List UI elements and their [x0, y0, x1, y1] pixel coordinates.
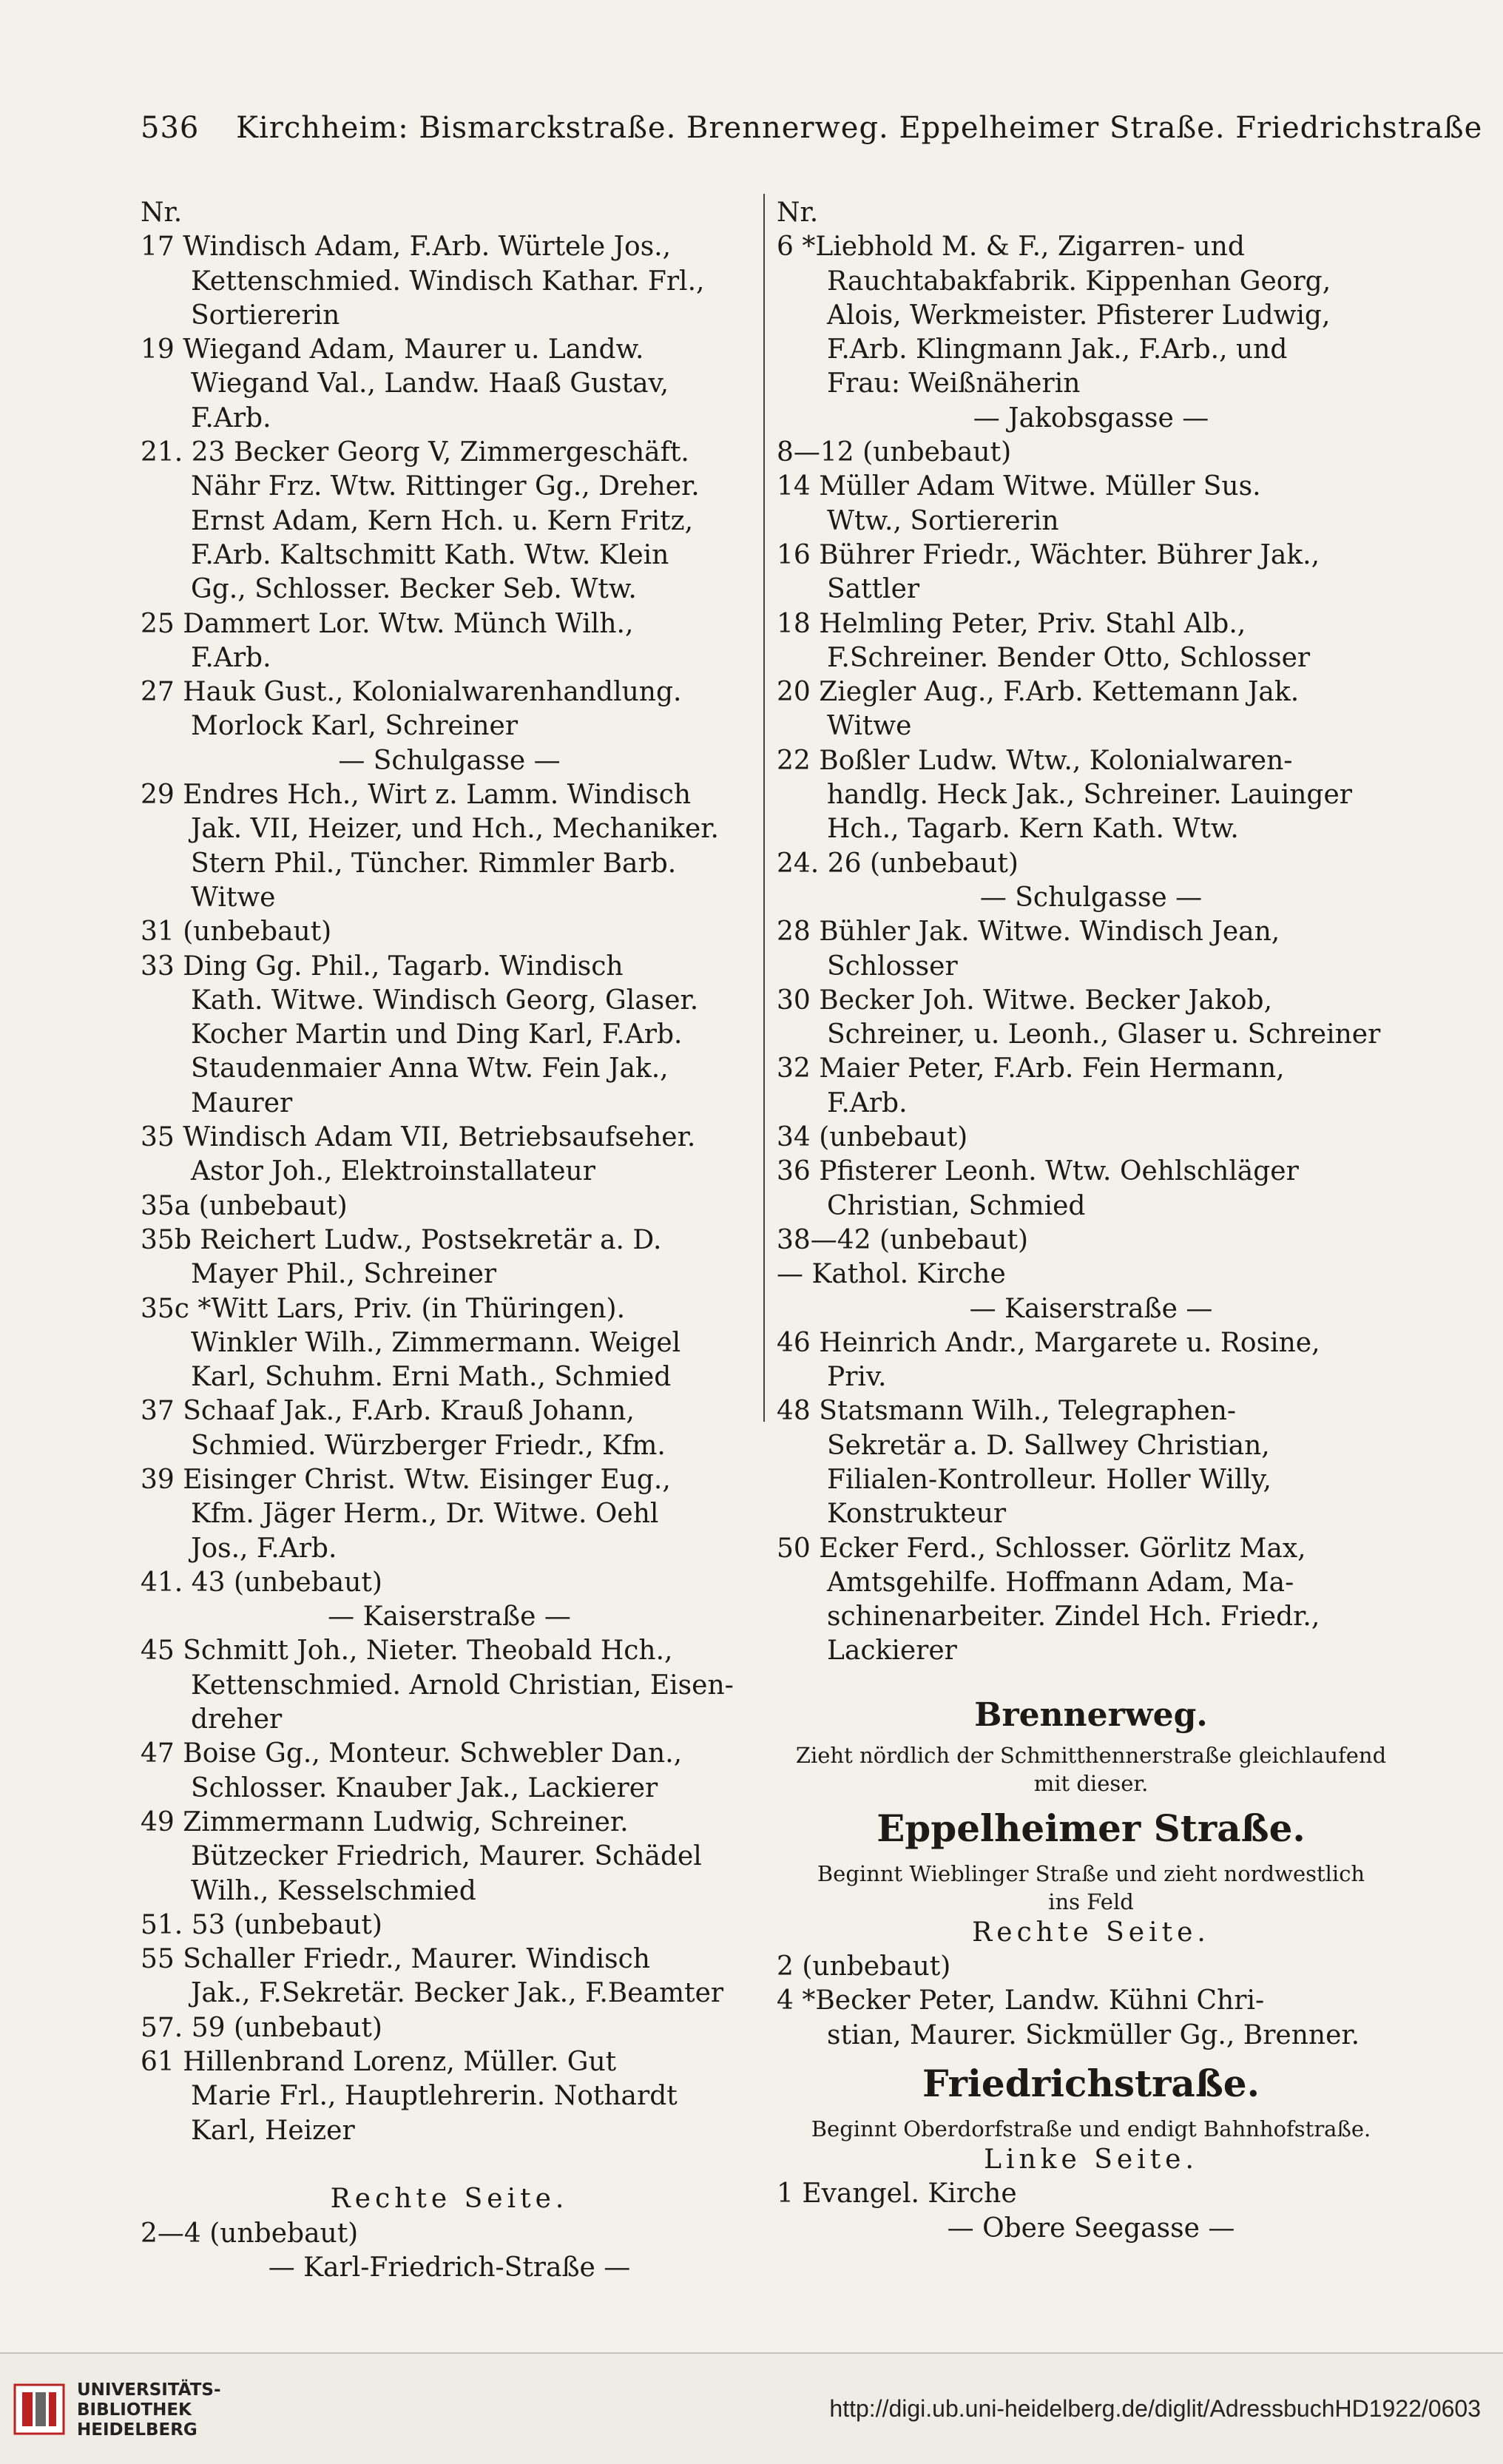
- directory-line: Rauchtabakfabrik. Kippenhan Georg,: [827, 266, 1331, 297]
- section-gap: [777, 1669, 1405, 1690]
- directory-line: 17 Windisch Adam, F.Arb. Würtele Jos.,: [141, 232, 672, 263]
- directory-line: Alois, Werkmeister. Pfisterer Ludwig,: [827, 300, 1331, 331]
- directory-line: F.Arb.: [191, 642, 271, 673]
- section-title-friedrichstrasse: Friedrichstraße.: [922, 2061, 1260, 2105]
- directory-line: 35b Reichert Ludw., Postsekretär a. D.: [141, 1224, 662, 1255]
- directory-line: [141, 2148, 758, 2182]
- directory-line: 2 (unbebaut): [777, 1951, 951, 1982]
- directory-line: Karl, Schuhm. Erni Math., Schmied: [191, 1362, 672, 1393]
- directory-line: Nr.: [777, 198, 819, 228]
- directory-line: 6 *Liebhold M. & F., Zigarren- und: [777, 232, 1245, 263]
- directory-line: 18 Helmling Peter, Priv. Stahl Alb.,: [777, 608, 1246, 639]
- side-heading-eppelheimer: Rechte Seite.: [972, 1917, 1210, 1948]
- directory-line: Schmied. Würzberger Friedr., Kfm.: [191, 1430, 666, 1461]
- page-number: 536: [141, 111, 200, 145]
- directory-line: Bützecker Friedrich, Maurer. Schädel: [191, 1841, 702, 1872]
- directory-line: 35a (unbebaut): [141, 1190, 348, 1221]
- directory-line: 61 Hillenbrand Lorenz, Müller. Gut: [141, 2047, 617, 2078]
- section-title-brennerweg: Brennerweg.: [974, 1695, 1208, 1734]
- directory-line: 1 Evangel. Kirche: [777, 2178, 1017, 2210]
- directory-line: Wiegand Val., Landw. Haaß Gustav,: [191, 368, 669, 399]
- directory-line: Filialen-Kontrolleur. Holler Willy,: [827, 1464, 1271, 1495]
- directory-line: 38—42 (unbebaut): [777, 1224, 1029, 1255]
- directory-line: Sekretär a. D. Sallwey Christian,: [827, 1430, 1270, 1461]
- directory-line: 35 Windisch Adam VII, Betriebsaufseher.: [141, 1122, 696, 1153]
- directory-line: 30 Becker Joh. Witwe. Becker Jakob,: [777, 985, 1273, 1016]
- side-heading-friedrichstrasse: Linke Seite.: [984, 2144, 1198, 2175]
- directory-line: Sattler: [827, 574, 920, 605]
- directory-line: Sortiererin: [191, 300, 340, 331]
- right-column-entries: [777, 196, 1405, 1669]
- directory-line: 4 *Becker Peter, Landw. Kühni Chri-: [777, 1985, 1265, 2016]
- section-note-brennerweg-1: Zieht nördlich der Schmitthennerstraße gleichlaufend: [795, 1742, 1387, 1768]
- directory-line: Kettenschmied. Arnold Christian, Eisen-: [191, 1670, 734, 1701]
- directory-line: Jak. VII, Heizer, und Hch., Mechaniker.: [191, 814, 719, 845]
- directory-line: Gg., Schlosser. Becker Seb. Wtw.: [191, 574, 637, 605]
- directory-line: 48 Statsmann Wilh., Telegraphen-: [777, 1396, 1237, 1427]
- directory-line: Morlock Karl, Schreiner: [191, 711, 519, 742]
- source-url-link[interactable]: http://digi.ub.uni-heidelberg.de/diglit/AdressbuchHD1922/0603: [829, 2395, 1481, 2422]
- directory-line: Schlosser: [827, 951, 958, 982]
- directory-line: F.Arb.: [827, 1087, 908, 1118]
- directory-line: Wilh., Kesselschmied: [191, 1875, 476, 1906]
- cross-street-line: — Karl-Friedrich-Straße —: [268, 2252, 631, 2283]
- directory-line: 37 Schaaf Jak., F.Arb. Krauß Johann,: [141, 1396, 635, 1427]
- directory-line: 50 Ecker Ferd., Schlosser. Görlitz Max,: [777, 1533, 1306, 1564]
- page-header: [141, 111, 1483, 145]
- friedrichstrasse-entries: [777, 2177, 1405, 2246]
- directory-line: Wtw., Sortiererin: [827, 505, 1059, 536]
- directory-line: Karl, Heizer: [191, 2115, 355, 2146]
- directory-line: Kocher Martin und Ding Karl, F.Arb.: [191, 1019, 683, 1050]
- directory-line: Winkler Wilh., Zimmermann. Weigel: [191, 1327, 681, 1358]
- running-title: Kirchheim: Bismarckstraße. Brennerweg. Eppelheimer Straße. Friedrichstraße: [236, 111, 1483, 145]
- directory-line: 2—4 (unbebaut): [141, 2218, 359, 2249]
- directory-line: F.Arb. Kaltschmitt Kath. Wtw. Klein: [191, 539, 669, 570]
- library-name: [77, 2380, 221, 2440]
- directory-line: Stern Phil., Tüncher. Rimmler Barb.: [191, 848, 677, 879]
- directory-line: Konstrukteur: [827, 1499, 1007, 1530]
- library-name-line: UNIVERSITÄTS-: [77, 2380, 221, 2400]
- directory-line: Nähr Frz. Wtw. Rittinger Gg., Dreher.: [191, 471, 700, 502]
- directory-line: 39 Eisinger Christ. Wtw. Eisinger Eug.,: [141, 1464, 671, 1495]
- directory-line: 14 Müller Adam Witwe. Müller Sus.: [777, 471, 1261, 502]
- directory-line: 20 Ziegler Aug., F.Arb. Kettemann Jak.: [777, 677, 1300, 708]
- directory-line: 19 Wiegand Adam, Maurer u. Landw.: [141, 334, 644, 365]
- directory-line: 33 Ding Gg. Phil., Tagarb. Windisch: [141, 951, 624, 982]
- directory-line: 34 (unbebaut): [777, 1122, 968, 1153]
- cross-street-line: — Schulgasse —: [338, 745, 561, 776]
- directory-line: Christian, Schmied: [827, 1190, 1086, 1221]
- cross-street-line: Rechte Seite.: [330, 2184, 569, 2215]
- directory-line: 47 Boise Gg., Monteur. Schwebler Dan.,: [141, 1738, 683, 1769]
- directory-line: 55 Schaller Friedr., Maurer. Windisch: [141, 1944, 650, 1975]
- section-note-brennerweg-2: mit dieser.: [1033, 1770, 1149, 1796]
- directory-line: 25 Dammert Lor. Wtw. Münch Wilh.,: [141, 608, 634, 639]
- directory-line: 16 Bührer Friedr., Wächter. Bührer Jak.,: [777, 539, 1320, 570]
- directory-line: Staudenmaier Anna Wtw. Fein Jak.,: [191, 1053, 669, 1084]
- directory-line: 35c *Witt Lars, Priv. (in Thüringen).: [141, 1293, 626, 1324]
- section-note-eppelheimer-2: ins Feld: [1048, 1888, 1134, 1914]
- directory-line: Ernst Adam, Kern Hch. u. Kern Fritz,: [191, 505, 694, 536]
- library-name-line: BIBLIOTHEK: [77, 2400, 192, 2420]
- directory-line: 24. 26 (unbebaut): [777, 848, 1019, 879]
- cross-street-line: — Kaiserstraße —: [969, 1293, 1213, 1324]
- directory-line: Priv.: [827, 1362, 887, 1393]
- directory-line: 41. 43 (unbebaut): [141, 1567, 382, 1598]
- directory-line: Witwe: [191, 882, 276, 913]
- directory-line: 57. 59 (unbebaut): [141, 2012, 382, 2043]
- directory-line: 46 Heinrich Andr., Margarete u. Rosine,: [777, 1327, 1320, 1358]
- directory-line: Mayer Phil., Schreiner: [191, 1259, 497, 1290]
- directory-line: 51. 53 (unbebaut): [141, 1909, 382, 1940]
- directory-line: Frau: Weißnäherin: [827, 368, 1081, 399]
- directory-line: Nr.: [141, 198, 183, 228]
- directory-line: 22 Boßler Ludw. Wtw., Kolonialwaren-: [777, 745, 1293, 776]
- section-note-friedrichstrasse: Beginnt Oberdorfstraße und endigt Bahnhofstraße.: [811, 2116, 1371, 2141]
- directory-line: Jak., F.Sekretär. Becker Jak., F.Beamter: [191, 1978, 724, 2009]
- directory-line: 28 Bühler Jak. Witwe. Windisch Jean,: [777, 917, 1280, 948]
- directory-line: Maurer: [191, 1087, 293, 1118]
- library-name-line: HEIDELBERG: [77, 2420, 197, 2440]
- directory-line: 36 Pfisterer Leonh. Wtw. Oehlschläger: [777, 1156, 1299, 1187]
- right-column: [777, 196, 1405, 2246]
- directory-line: 32 Maier Peter, F.Arb. Fein Hermann,: [777, 1053, 1285, 1084]
- directory-line: F.Schreiner. Bender Otto, Schlosser: [827, 642, 1311, 673]
- directory-line: F.Arb. Klingmann Jak., F.Arb., und: [827, 334, 1288, 365]
- directory-line: 45 Schmitt Joh., Nieter. Theobald Hch.,: [141, 1636, 673, 1667]
- directory-line: Jos., F.Arb.: [191, 1533, 337, 1564]
- directory-line: — Kathol. Kirche: [777, 1259, 1006, 1290]
- eppelheimer-entries: [777, 1950, 1405, 2053]
- directory-line: Astor Joh., Elektroinstallateur: [191, 1156, 595, 1187]
- directory-line: Schlosser. Knauber Jak., Lackierer: [191, 1772, 658, 1803]
- cross-street-line: — Kaiserstraße —: [328, 1601, 571, 1633]
- directory-line: 31 (unbebaut): [141, 917, 332, 948]
- directory-line: 27 Hauk Gust., Kolonialwarenhandlung.: [141, 677, 682, 708]
- directory-line: Amtsgehilfe. Hoffmann Adam, Ma-: [827, 1567, 1294, 1598]
- directory-line: Kath. Witwe. Windisch Georg, Glaser.: [191, 985, 699, 1016]
- directory-line: Kfm. Jäger Herm., Dr. Witwe. Oehl: [191, 1499, 659, 1530]
- university-library-logo-icon: [13, 2383, 65, 2435]
- directory-line: Marie Frl., Hauptlehrerin. Nothardt: [191, 2081, 678, 2112]
- directory-line: Schreiner, u. Leonh., Glaser u. Schreiner: [827, 1019, 1381, 1050]
- directory-line: 49 Zimmermann Ludwig, Schreiner.: [141, 1806, 629, 1837]
- directory-line: F.Arb.: [191, 402, 271, 433]
- directory-line: Hch., Tagarb. Kern Kath. Wtw.: [827, 814, 1239, 845]
- directory-line: 21. 23 Becker Georg V, Zimmergeschäft.: [141, 437, 689, 468]
- column-divider: [763, 194, 765, 1422]
- cross-street-line: — Jakobsgasse —: [973, 402, 1209, 433]
- cross-street-line: — Obere Seegasse —: [947, 2212, 1235, 2244]
- directory-line: handlg. Heck Jak., Schreiner. Lauinger: [827, 780, 1352, 811]
- directory-line: Witwe: [827, 711, 912, 742]
- directory-line: Kettenschmied. Windisch Kathar. Frl.,: [191, 266, 705, 297]
- directory-line: 29 Endres Hch., Wirt z. Lamm. Windisch: [141, 780, 692, 811]
- library-footer: [0, 2352, 1503, 2464]
- directory-line: 8—12 (unbebaut): [777, 437, 1012, 468]
- section-title-eppelheimer: Eppelheimer Straße.: [877, 1806, 1306, 1850]
- section-note-eppelheimer-1: Beginnt Wieblinger Straße und zieht nordwestlich: [817, 1860, 1365, 1886]
- directory-line: stian, Maurer. Sickmüller Gg., Brenner.: [827, 2019, 1360, 2050]
- directory-line: dreher: [191, 1704, 283, 1735]
- directory-line: Lackierer: [827, 1636, 957, 1667]
- left-column: [141, 196, 758, 2285]
- directory-line: schinenarbeiter. Zindel Hch. Friedr.,: [827, 1601, 1320, 1633]
- cross-street-line: — Schulgasse —: [979, 882, 1203, 913]
